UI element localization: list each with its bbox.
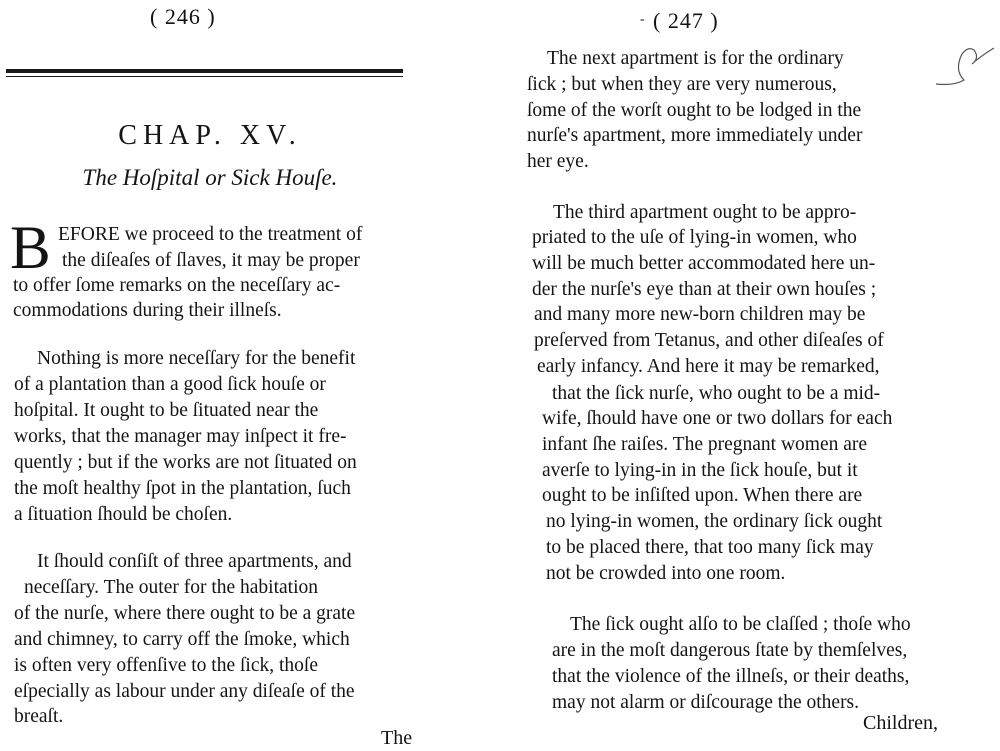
text-line: eſpecially as labour under any diſeaſe of the — [14, 681, 355, 702]
chapter-heading: CHAP. XV. — [118, 120, 302, 151]
text-line: ſome of the worſt ought to be lodged in the — [527, 100, 862, 121]
text-line: works, that the manager may inſpect it fre- — [14, 426, 347, 447]
text-line: averſe to lying-in in the ſick houſe, but it — [542, 460, 858, 481]
text-line: is often very offenſive to the ſick, thoſe — [14, 655, 318, 676]
text-line: neceſſary. The outer for the habitation — [24, 577, 319, 598]
text-line: the moſt healthy ſpot in the plantation, ſuch — [14, 478, 351, 499]
text-line: It ſhould conſiſt of three apartments, and — [37, 551, 352, 572]
header-rule — [6, 69, 403, 73]
text-line: der the nurſe's eye than at their own houſes ; — [532, 279, 877, 300]
right-page — [490, 0, 1000, 751]
text-line: ought to be inſiſted upon. When there are — [542, 485, 863, 506]
text-line: of the nurſe, where there ought to be a grate — [14, 603, 356, 624]
text-line: priated to the uſe of lying-in women, who — [532, 227, 857, 248]
text-line: her eye. — [527, 151, 589, 172]
text-line: not be crowded into one room. — [546, 563, 786, 584]
text-line: EFORE we proceed to the treatment of — [58, 224, 363, 245]
text-line: may not alarm or diſcourage the others. — [552, 692, 860, 713]
catchword: Children, — [863, 712, 938, 734]
text-line: commodations during their illneſs. — [13, 300, 282, 321]
text-line: The ſick ought alſo to be claſſed ; thoſe who — [570, 614, 911, 635]
catchword: The — [381, 727, 413, 749]
text-line: ſick ; but when they are very numerous, — [527, 74, 837, 95]
text-line: that the violence of the illneſs, or their deaths, — [552, 666, 910, 687]
text-line: to be placed there, that too many ſick may — [546, 537, 874, 558]
text-line: The third apartment ought to be appro- — [553, 202, 857, 223]
text-line: early infancy. And here it may be remarked, — [537, 356, 880, 377]
text-line: of a plantation than a good ſick houſe or — [14, 374, 326, 395]
header-rule-thin — [6, 76, 403, 77]
left-page — [0, 0, 490, 751]
drop-cap: B — [10, 215, 51, 282]
text-line: hoſpital. It ought to be ſituated near the — [14, 400, 319, 421]
text-line: quently ; but if the works are not ſituated on — [14, 452, 357, 473]
text-line: breaſt. — [14, 706, 64, 727]
text-line: no lying-in women, the ordinary ſick ought — [546, 511, 883, 532]
text-line: that the ſick nurſe, who ought to be a mid- — [552, 383, 881, 404]
text-line: are in the moſt dangerous ſtate by themſelves, — [552, 640, 908, 661]
text-line: preſerved from Tetanus, and other diſeaſes of — [534, 330, 884, 351]
text-line: Nothing is more neceſſary for the benefit — [37, 348, 356, 369]
text-line: The next apartment is for the ordinary — [547, 48, 844, 69]
text-line: will be much better accommodated here un- — [532, 253, 876, 274]
text-line: infant ſhe raiſes. The pregnant women are — [542, 434, 868, 455]
text-line: and many more new-born children may be — [534, 304, 866, 325]
page-number: ( 246 ) — [150, 4, 216, 29]
text-line: a ſituation ſhould be choſen. — [14, 504, 233, 525]
handwriting-scribble-icon — [934, 40, 998, 100]
text-line: the diſeaſes of ſlaves, it may be proper — [62, 250, 360, 271]
chapter-subtitle: The Hoſpital or Sick Houſe. — [82, 165, 338, 190]
text-line: to offer ſome remarks on the neceſſary ac- — [13, 275, 341, 296]
text-line: wife, ſhould have one or two dollars for each — [542, 408, 893, 429]
ink-mark: - — [640, 12, 645, 27]
page-number: ( 247 ) — [653, 8, 719, 33]
text-line: and chimney, to carry off the ſmoke, which — [14, 629, 350, 650]
text-line: nurſe's apartment, more immediately under — [527, 125, 863, 146]
